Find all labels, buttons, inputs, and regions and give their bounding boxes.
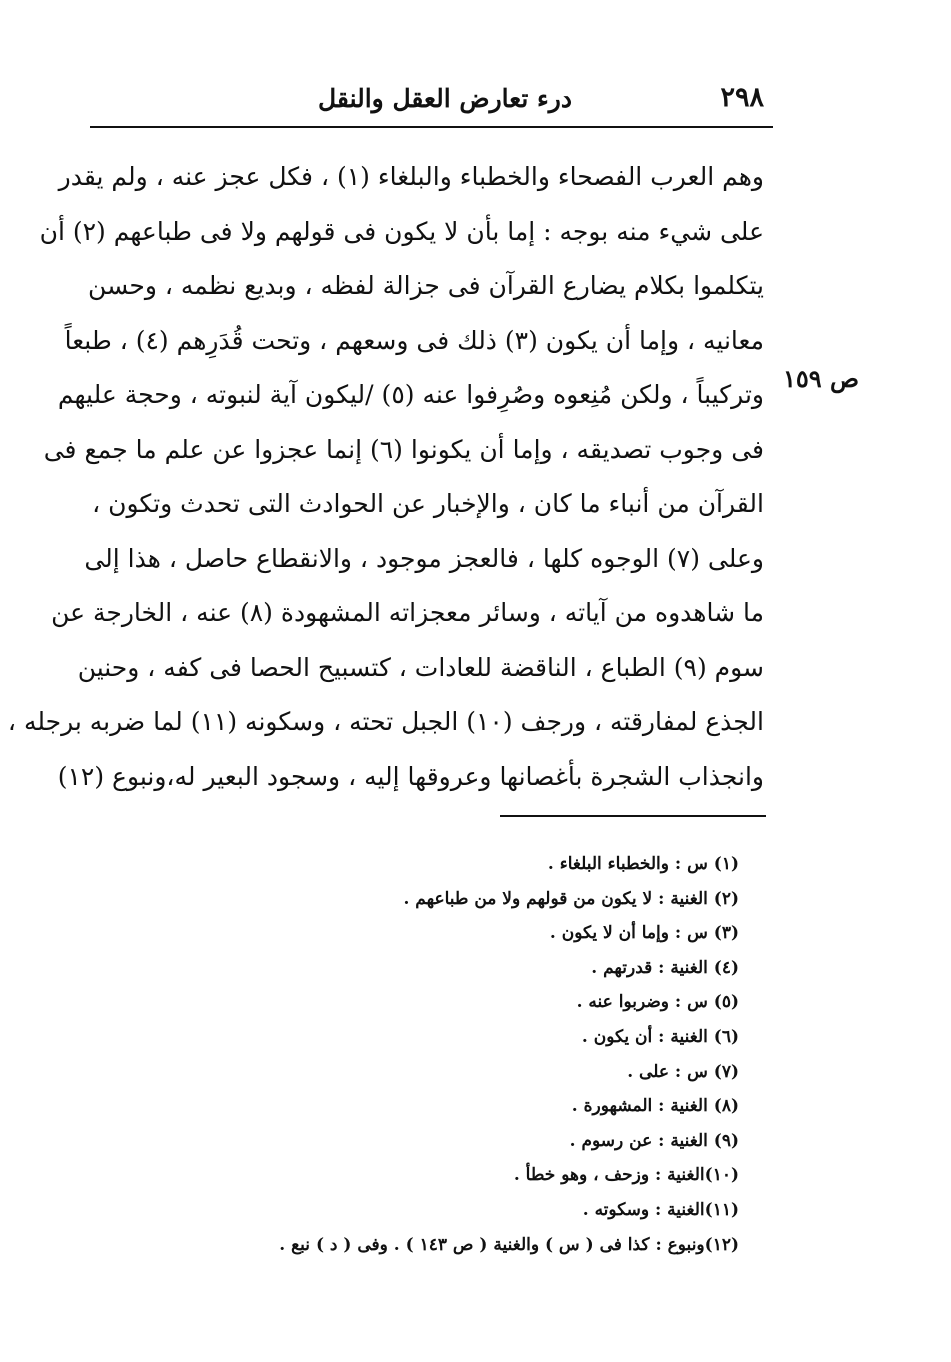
main-text [7, 150, 764, 804]
footnote: (١) س : والخطباء البلغاء . [547, 854, 739, 874]
text-line: وهم العرب الفصحاء والخطباء والبلغاء (١) ، فكل عجز عنه ، ولم يقدر [58, 162, 764, 191]
footnote: (٨) الغنية : المشهورة . [571, 1096, 739, 1117]
footnotes [179, 847, 739, 1262]
text-line: معانيه ، وإما أن يكون (٣) ذلك فى وسعهم ، وتحت قُدَرِهم (٤) ، طبعاً [64, 325, 764, 355]
footnote: (٤) الغنية : قدرتهم . [591, 957, 739, 978]
footnote: (٧) س : على . [627, 1061, 739, 1082]
text-line: ما شاهدوه من آياته ، وسائر معجزاته المشهودة (٨) عنه ، الخارجة عن [51, 598, 764, 627]
text-line: فى وجوب تصديقه ، وإما أن يكونوا (٦) إنما عجزوا عن علم ما جمع فى [43, 434, 764, 464]
footnote-separator [500, 815, 766, 817]
footnote: (٦) الغنية : أن يكون . [581, 1026, 739, 1047]
text-line: وانجذاب الشجرة بأغصانها وعروقها إليه ، وسجود البعير له،ونبوع (١٢) [57, 761, 764, 791]
text-line: الجذع لمفارقته ، ورجف (١٠) الجبل تحته ، وسكونه (١١) لما ضربه برجله ، [7, 707, 764, 736]
footnote: (٣) س : وإما أن لا يكون . [549, 923, 739, 944]
footnote: (١٠)الغنية : وزحف ، وهو خطأ . [513, 1165, 739, 1186]
page-number: ٢٩٨ [720, 82, 764, 113]
footnote: (٥) س : وضربوا عنه . [576, 992, 739, 1013]
text-line: يتكلموا بكلام يضارع القرآن فى جزالة لفظه ، وبديع نظمه ، وحسن [88, 271, 764, 300]
header-rule [90, 126, 773, 128]
running-title: درء تعارض العقل والنقل [318, 84, 572, 113]
margin-page-reference: ص ١٥٩ [782, 364, 859, 393]
footnote: (٢) الغنية : لا يكون من قولهم ولا من طباعهم . [403, 888, 739, 909]
footnote: (١٢)ونبوع : كذا فى ( س ) والغنية ( ص ١٤٣ ) . وفى ( د ) نبع . [279, 1234, 739, 1255]
text-line: سوم (٩) الطباع ، الناقضة للعادات ، كتسبيح الحصا فى كفه ، وحنين [77, 652, 764, 682]
text-line: وعلى (٧) الوجوه كلها ، فالعجز موجود ، والانقطاع حاصل ، هذا إلى [84, 543, 764, 573]
footnote: (١١)الغنية : وسكوته . [582, 1199, 739, 1220]
text-line: وتركيباً ، ولكن مُنِعوه وصُرِفوا عنه (٥) /ليكون آية لنبوته ، وحجة عليهم [57, 380, 764, 409]
footnote: (٩) الغنية : عن رسوم . [569, 1130, 739, 1151]
text-line: القرآن من أنباء ما كان ، والإخبار عن الحوادث التى تحدث وتكون ، [92, 489, 764, 518]
text-line: على شيء منه بوجه : إما بأن لا يكون فى قولهم ولا فى طباعهم (٢) أن [39, 216, 764, 246]
